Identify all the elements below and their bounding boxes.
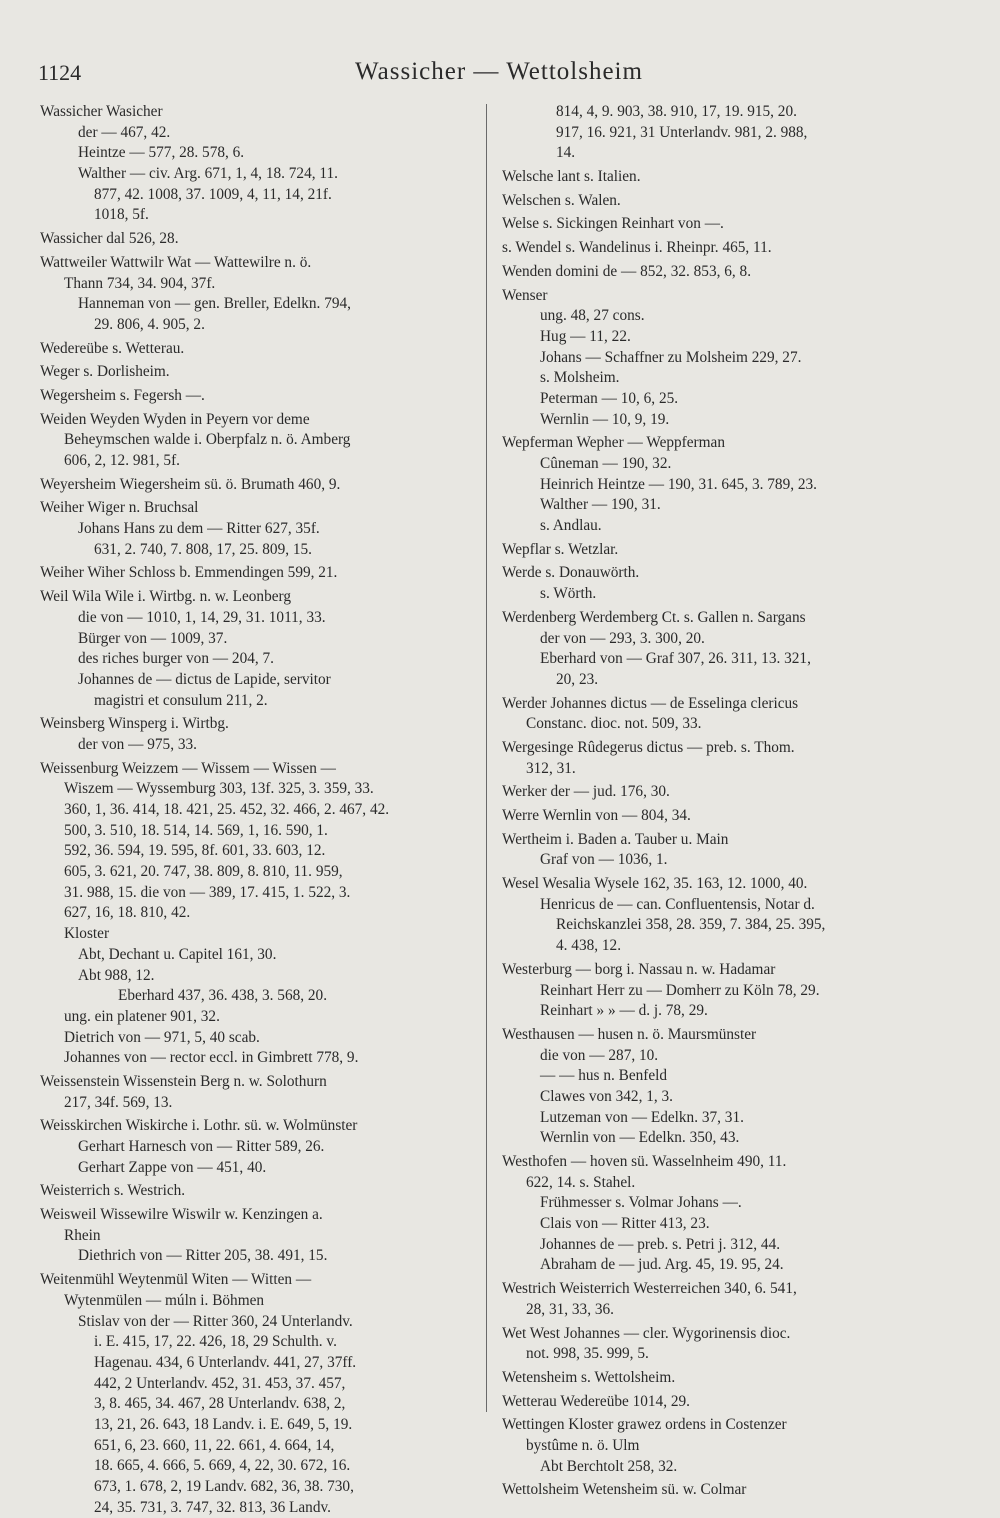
index-entry-line: Wettolsheim Wetensheim sü. w. Colmar xyxy=(502,1481,747,1499)
index-entry-line: Werre Wernlin von — 804, 34. xyxy=(502,807,691,824)
index-entry-line: 606, 2, 12. 981, 5f. xyxy=(64,452,180,469)
index-entry-line: die von — 1010, 1, 14, 29, 31. 1011, 33. xyxy=(78,608,326,626)
index-entry-line: Johans Hans zu dem — Ritter 627, 35f. xyxy=(78,520,320,538)
index-entry-line: 4. 438, 12. xyxy=(556,937,622,955)
index-entry-line: Wassicher Wasicher xyxy=(40,103,163,120)
index-entry-line: Welschen s. Walen. xyxy=(502,191,621,209)
index-entry-line: Weinsberg Winsperg i. Wirtbg. xyxy=(40,715,229,733)
index-entry-line: Wetterau Wedereübe 1014, 29. xyxy=(502,1392,690,1410)
index-entry-line: Welsche lant s. Italien. xyxy=(502,168,641,186)
index-entry-line: 20, 23. xyxy=(556,670,599,688)
index-entry-line: Johannes von — rector eccl. in Gimbrett 778, 9. xyxy=(64,1049,359,1067)
index-entry-line: Weyersheim Wiegersheim sü. ö. Brumath 460, 9. xyxy=(40,475,341,493)
index-entry-line: Westrich Weisterrich Westerreichen 340, 6. 541, xyxy=(502,1280,797,1298)
index-entry-line: der von — 293, 3. 300, 20. xyxy=(540,629,705,647)
index-entry-line: des riches burger von — 204, 7. xyxy=(78,650,274,668)
index-entry-line: Reinhart » » — d. j. 78, 29. xyxy=(540,1002,708,1020)
index-entry-line: Wedereübe s. Wetterau. xyxy=(40,339,185,357)
index-entry-line: 312, 31. xyxy=(526,759,576,777)
index-entry-line: Kloster xyxy=(64,925,110,943)
index-entry-line: Bürger von — 1009, 37. xyxy=(78,629,228,647)
index-entry-line: Welse s. Sickingen Reinhart von —. xyxy=(502,215,724,233)
index-entry-line: Wassicher dal 526, 28. xyxy=(40,230,179,248)
index-entry-line: Walther — civ. Arg. 671, 1, 4, 18. 724, 11. xyxy=(78,165,338,183)
index-entry-line: Constanc. dioc. not. 509, 33. xyxy=(526,715,702,733)
index-entry-line: ung. ein platener 901, 32. xyxy=(64,1007,220,1025)
index-entry-line: Westhofen — hoven sü. Wasselnheim 490, 11. xyxy=(502,1153,787,1170)
index-entry-line: Werder Johannes dictus — de Esselinga clericus xyxy=(502,694,799,712)
index-entry-line: s. Wendel s. Wandelinus i. Rheinpr. 465, 11. xyxy=(502,239,772,257)
index-entry-line: Thann 734, 34. 904, 37f. xyxy=(64,274,216,292)
index-entry-line: s. Wörth. xyxy=(540,585,597,603)
index-entry-line: Weger s. Dorlisheim. xyxy=(40,363,170,381)
index-entry-line: Eberhard 437, 36. 438, 3. 568, 20. xyxy=(118,987,328,1005)
index-entry-line: Lutzeman von — Edelkn. 37, 31. xyxy=(540,1108,744,1126)
index-entry-line: magistri et consulum 211, 2. xyxy=(94,691,268,709)
index-entry-line: Wattweiler Wattwilr Wat — Wattewilre n. ö. xyxy=(40,253,312,271)
index-entry-line: 3, 8. 465, 34. 467, 28 Unterlandv. 638, 2, xyxy=(94,1395,346,1413)
index-entry-line: 13, 21, 26. 643, 18 Landv. i. E. 649, 5, 19. xyxy=(94,1415,353,1433)
index-entry-line: 28, 31, 33, 36. xyxy=(526,1300,614,1318)
index-entry-line: Westerburg — borg i. Nassau n. w. Hadamar xyxy=(502,960,776,978)
index-entry-line: Clawes von 342, 1, 3. xyxy=(540,1087,673,1105)
index-entry-line: 360, 1, 36. 414, 18. 421, 25. 452, 32. 466, 2. 467, 42. xyxy=(64,801,390,818)
index-entry-line: Frühmesser s. Volmar Johans —. xyxy=(540,1194,742,1212)
index-entry-line: Heintze — 577, 28. 578, 6. xyxy=(78,144,245,162)
index-entry-line: 605, 3. 621, 20. 747, 38. 809, 8. 810, 11. 959, xyxy=(64,863,343,881)
index-entry-line: Eberhard von — Graf 307, 26. 311, 13. 321, xyxy=(540,650,811,668)
index-entry-line: bystûme n. ö. Ulm xyxy=(526,1436,640,1454)
index-entry-line: Hagenau. 434, 6 Unterlandv. 441, 27, 37ff. xyxy=(94,1353,357,1371)
index-entry-line: Werker der — jud. 176, 30. xyxy=(502,783,670,801)
running-title: Wassicher — Wettolsheim xyxy=(355,58,643,85)
index-entry-line: 673, 1. 678, 2, 19 Landv. 682, 36, 38. 730, xyxy=(94,1478,354,1495)
index-entry-line: 31. 988, 15. die von — 389, 17. 415, 1. 522, 3. xyxy=(64,883,351,901)
index-entry-line: Wepflar s. Wetzlar. xyxy=(502,540,619,558)
page-number: 1124 xyxy=(38,60,82,85)
index-entry-line: Wytenmülen — múln i. Böhmen xyxy=(64,1291,265,1309)
index-entry-line: Wernlin — 10, 9, 19. xyxy=(540,410,670,428)
index-entry-line: Peterman — 10, 6, 25. xyxy=(540,389,679,407)
index-entry-line: Henricus de — can. Confluentensis, Notar d. xyxy=(540,895,815,913)
index-entry-line: Wettingen Kloster grawez ordens in Costenzer xyxy=(502,1416,787,1434)
page-header xyxy=(38,58,960,94)
index-column-right xyxy=(502,102,938,1501)
index-entry-line: Weisweil Wissewilre Wiswilr w. Kenzingen a. xyxy=(40,1206,323,1224)
index-entry-line: Johannes de — dictus de Lapide, servitor xyxy=(78,670,331,688)
index-entry-line: die von — 287, 10. xyxy=(540,1046,659,1064)
index-entry-line: Abt 988, 12. xyxy=(78,966,155,984)
index-entry-line: Cûneman — 190, 32. xyxy=(540,455,672,472)
index-entry-line: Wetensheim s. Wettolsheim. xyxy=(502,1368,676,1386)
index-entry-line: Johannes de — preb. s. Petri j. 312, 44. xyxy=(540,1235,781,1253)
index-entry-line: ung. 48, 27 cons. xyxy=(540,307,645,325)
index-entry-line: Hanneman von — gen. Breller, Edelkn. 794, xyxy=(78,295,351,313)
index-entry-line: Weissenstein Wissenstein Berg n. w. Solothurn xyxy=(40,1072,327,1090)
index-entry-line: Graf von — 1036, 1. xyxy=(540,851,668,869)
index-entry-line: Wesel Wesalia Wysele 162, 35. 163, 12. 1000, 40. xyxy=(502,875,808,893)
index-entry-line: Weiher Wiger n. Bruchsal xyxy=(40,499,199,517)
index-entry-line: Wergesinge Rûdegerus dictus — preb. s. Thom. xyxy=(502,738,795,756)
column-divider xyxy=(486,104,487,1412)
index-entry-line: 24, 35. 731, 3. 747, 32. 813, 36 Landv. xyxy=(94,1498,331,1516)
index-entry-line: 500, 3. 510, 18. 514, 14. 569, 1, 16. 590, 1. xyxy=(64,821,328,839)
index-entry-line: Wet West Johannes — cler. Wygorinensis dioc. xyxy=(502,1324,791,1342)
index-entry-line: 217, 34f. 569, 13. xyxy=(64,1093,173,1111)
index-entry-line: 14. xyxy=(556,144,576,162)
index-entry-line: Heinrich Heintze — 190, 31. 645, 3. 789, 23. xyxy=(540,475,817,493)
index-entry-line: Diethrich von — Ritter 205, 38. 491, 15. xyxy=(78,1247,328,1265)
index-entry-line: Westhausen — husen n. ö. Maursmünster xyxy=(502,1025,757,1043)
index-entry-line: Weisskirchen Wiskirche i. Lothr. sü. w. Wolmünster xyxy=(40,1117,358,1135)
index-entry-line: Weil Wila Wile i. Wirtbg. n. w. Leonberg xyxy=(40,588,291,606)
index-entry-line: Rhein xyxy=(64,1226,101,1244)
index-entry-line: Dietrich von — 971, 5, 40 scab. xyxy=(64,1028,260,1046)
index-entry-line: Weisterrich s. Westrich. xyxy=(40,1182,186,1200)
index-entry-line: Werde s. Donauwörth. xyxy=(502,564,640,582)
index-entry-line: Hug — 11, 22. xyxy=(540,327,631,345)
index-entry-line: 29. 806, 4. 905, 2. xyxy=(94,315,205,333)
index-column-left xyxy=(40,102,476,1518)
index-entry-line: Abt Berchtolt 258, 32. xyxy=(540,1457,678,1475)
index-entry-line: Gerhart Zappe von — 451, 40. xyxy=(78,1158,267,1176)
index-entry-line: Abt, Dechant u. Capitel 161, 30. xyxy=(78,945,277,963)
index-entry-line: Walther — 190, 31. xyxy=(540,496,661,514)
index-entry-line: Wepferman Wepher — Weppferman xyxy=(502,434,725,452)
index-entry-line: 592, 36. 594, 19. 595, 8f. 601, 33. 603, 12. xyxy=(64,842,326,860)
index-entry-line: s. Andlau. xyxy=(540,517,602,535)
index-entry-line: Weiher Wiher Schloss b. Emmendingen 599, 21. xyxy=(40,564,338,582)
index-entry-line: Johans — Schaffner zu Molsheim 229, 27. xyxy=(540,348,802,366)
index-entry-line: Abraham de — jud. Arg. 45, 19. 95, 24. xyxy=(540,1256,784,1274)
index-entry-line: 877, 42. 1008, 37. 1009, 4, 11, 14, 21f. xyxy=(94,185,332,203)
index-entry-line: Weiden Weyden Wyden in Peyern vor deme xyxy=(40,410,310,428)
index-entry-line: 627, 16, 18. 810, 42. xyxy=(64,904,191,922)
index-entry-line: 631, 2. 740, 7. 808, 17, 25. 809, 15. xyxy=(94,540,312,558)
index-entry-line: 442, 2 Unterlandv. 452, 31. 453, 37. 457, xyxy=(94,1374,346,1392)
index-entry-line: 1018, 5f. xyxy=(94,206,149,224)
index-entry-line: Beheymschen walde i. Oberpfalz n. ö. Amberg xyxy=(64,431,351,449)
index-entry-line: Wernlin von — Edelkn. 350, 43. xyxy=(540,1129,740,1147)
index-entry-line: 622, 14. s. Stahel. xyxy=(526,1173,636,1191)
index-entry-line: Stislav von der — Ritter 360, 24 Unterlandv. xyxy=(78,1312,353,1330)
index-entry-line: s. Molsheim. xyxy=(540,369,620,387)
index-entry-line: Weissenburg Weizzem — Wissem — Wissen — xyxy=(40,759,336,777)
index-entry-line: Weitenmühl Weytenmül Witen — Witten — xyxy=(40,1271,312,1289)
index-entry-line: Werdenberg Werdemberg Ct. s. Gallen n. Sargans xyxy=(502,608,806,626)
index-entry-line: Wegersheim s. Fegersh —. xyxy=(40,386,205,404)
index-entry-line: Clais von — Ritter 413, 23. xyxy=(540,1215,710,1233)
index-entry-line: 917, 16. 921, 31 Unterlandv. 981, 2. 988, xyxy=(556,123,808,141)
index-entry-line: 651, 6, 23. 660, 11, 22. 661, 4. 664, 14, xyxy=(94,1436,335,1454)
index-entry-line: 814, 4, 9. 903, 38. 910, 17, 19. 915, 20. xyxy=(556,103,797,120)
index-entry-line: Reichskanzlei 358, 28. 359, 7. 384, 25. 395, xyxy=(556,916,826,934)
index-entry-line: Gerhart Harnesch von — Ritter 589, 26. xyxy=(78,1138,325,1155)
index-entry-line: der — 467, 42. xyxy=(78,123,171,141)
index-entry-line: 18. 665, 4. 666, 5. 669, 4, 22, 30. 672, 16. xyxy=(94,1457,351,1475)
index-entry-line: not. 998, 35. 999, 5. xyxy=(526,1345,649,1363)
index-entry-line: Wiszem — Wyssemburg 303, 13f. 325, 3. 359, 33. xyxy=(64,780,374,798)
index-entry-line: der von — 975, 33. xyxy=(78,735,197,753)
index-entry-line: i. E. 415, 17, 22. 426, 18, 29 Schulth. v. xyxy=(94,1333,337,1351)
index-entry-line: — — hus n. Benfeld xyxy=(540,1067,668,1085)
index-entry-line: Wenden domini de — 852, 32. 853, 6, 8. xyxy=(502,262,752,280)
index-entry-line: Wertheim i. Baden a. Tauber u. Main xyxy=(502,830,729,848)
index-entry-line: Wenser xyxy=(502,286,548,304)
index-entry-line: Reinhart Herr zu — Domherr zu Köln 78, 29. xyxy=(540,981,820,999)
